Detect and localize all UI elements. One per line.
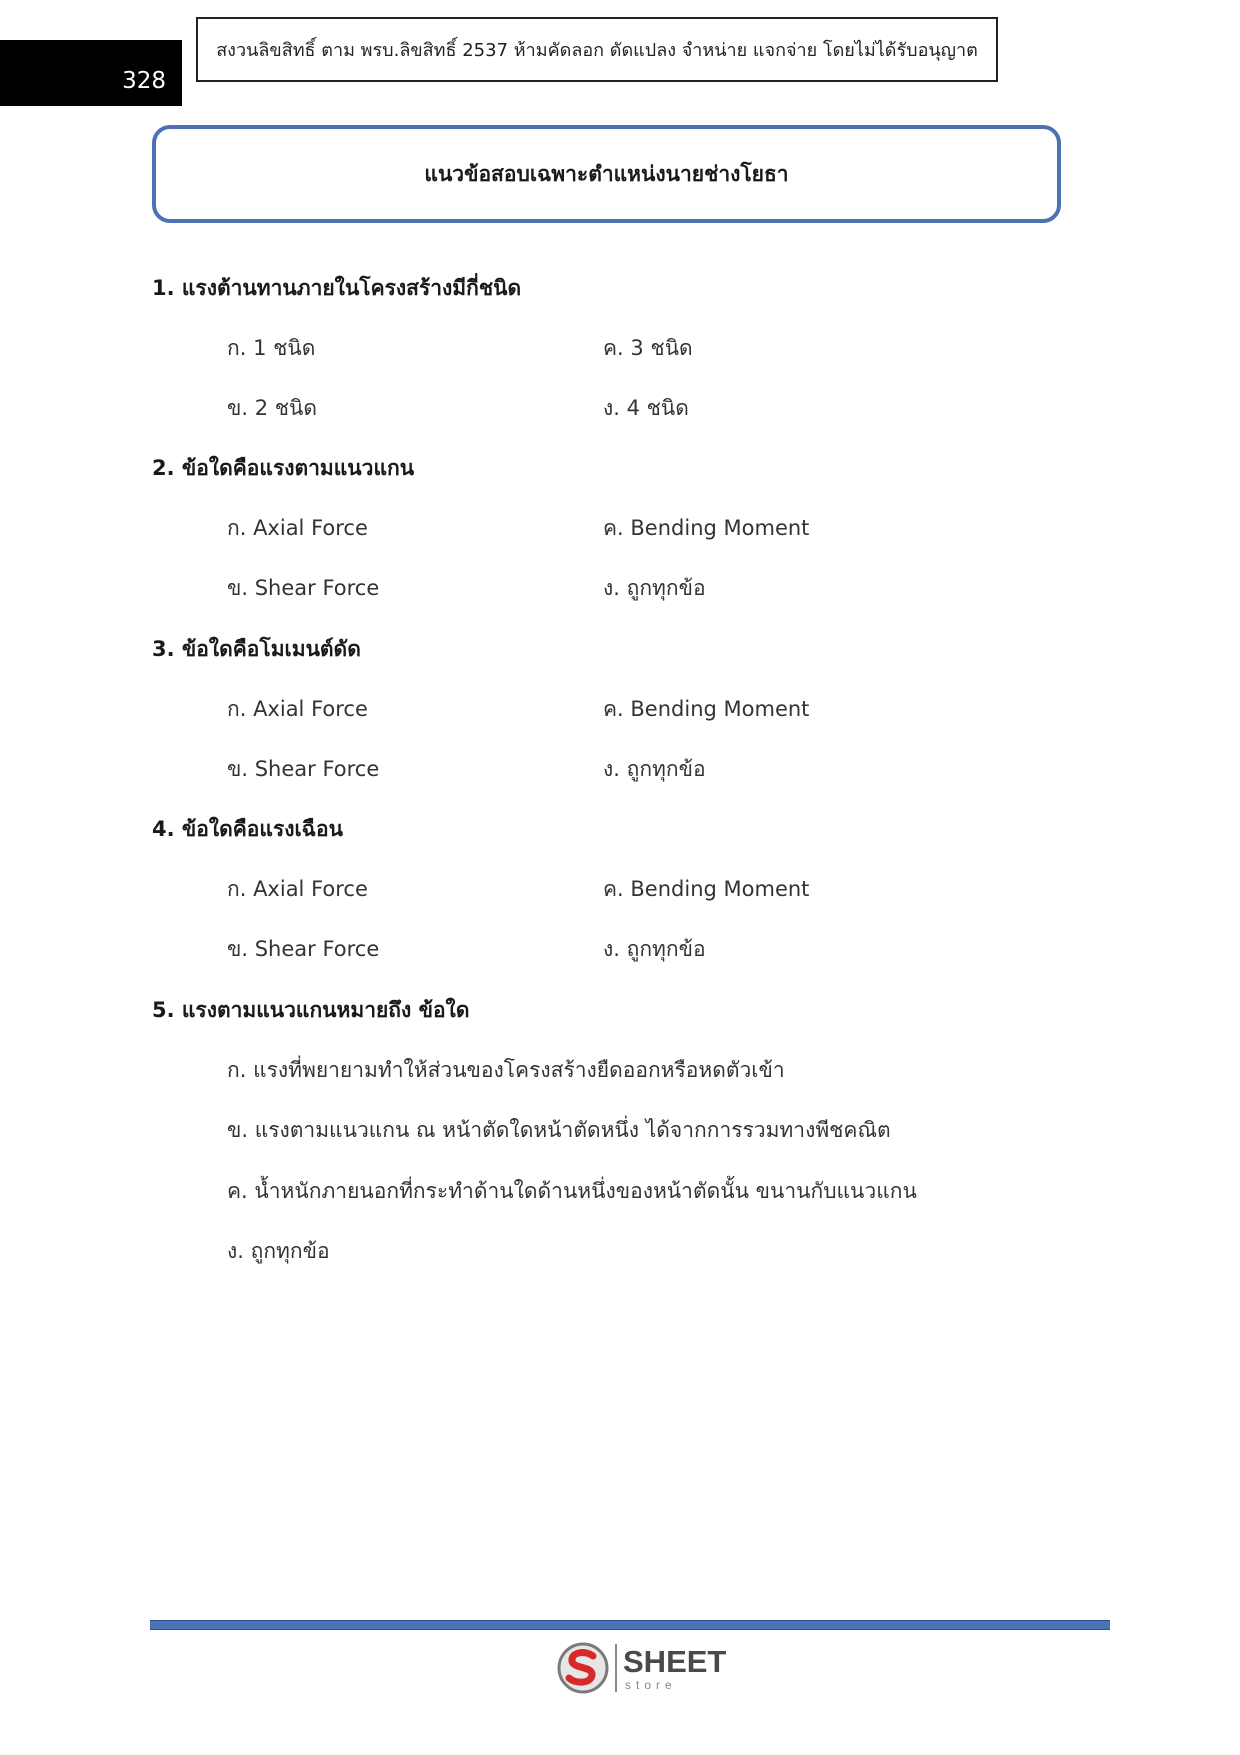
q5-option-a: ก. แรงที่พยายามทำให้ส่วนของโครงสร้างยืดออกหรือหดตัวเข้า <box>227 1058 785 1082</box>
page-title: แนวข้อสอบเฉพาะตำแหน่งนายช่างโยธา <box>424 161 789 186</box>
logo-text: SHEET <box>623 1644 727 1679</box>
copyright-text: สงวนลิขสิทธิ์ ตาม พรบ.ลิขสิทธิ์ 2537 ห้ามคัดลอก ดัดแปลง จำหน่าย แจกจ่าย โดยไม่ได้รับอนุญาต <box>216 40 978 61</box>
q4-option-d: ง. ถูกทุกข้อ <box>603 937 706 961</box>
q3-option-d: ง. ถูกทุกข้อ <box>603 757 706 781</box>
q2-option-d: ง. ถูกทุกข้อ <box>603 576 706 600</box>
q5-option-d: ง. ถูกทุกข้อ <box>227 1239 330 1263</box>
logo-subtext: store <box>625 1678 677 1692</box>
q1-option-d: ง. 4 ชนิด <box>603 396 689 420</box>
title-box <box>152 125 1061 223</box>
q4-option-a: ก. Axial Force <box>227 877 368 901</box>
q3-option-b: ข. Shear Force <box>227 757 380 781</box>
question-4: 4. ข้อใดคือแรงเฉือน <box>152 817 343 841</box>
question-3: 3. ข้อใดคือโมเมนต์ดัด <box>152 637 361 661</box>
q3-option-c: ค. Bending Moment <box>603 697 810 721</box>
question-5: 5. แรงตามแนวแกนหมายถึง ข้อใด <box>152 998 470 1022</box>
sheet-store-logo <box>555 1640 735 1696</box>
q2-option-a: ก. Axial Force <box>227 516 368 540</box>
page-number-box <box>0 40 182 106</box>
q2-option-b: ข. Shear Force <box>227 576 380 600</box>
footer-rule <box>150 1620 1110 1630</box>
q5-option-b: ข. แรงตามแนวแกน ณ หน้าตัดใดหน้าตัดหนึ่ง ได้จากการรวมทางพีชคณิต <box>227 1118 891 1142</box>
q1-option-a: ก. 1 ชนิด <box>227 336 316 360</box>
logo-separator <box>615 1644 617 1692</box>
q2-option-c: ค. Bending Moment <box>603 516 810 540</box>
page-number: 328 <box>122 68 166 94</box>
q4-option-c: ค. Bending Moment <box>603 877 810 901</box>
q4-option-b: ข. Shear Force <box>227 937 380 961</box>
q5-option-c: ค. น้ำหนักภายนอกที่กระทำด้านใดด้านหนึ่งของหน้าตัดนั้น ขนานกับแนวแกน <box>227 1179 917 1203</box>
q1-option-b: ข. 2 ชนิด <box>227 396 317 420</box>
q1-option-c: ค. 3 ชนิด <box>603 336 693 360</box>
copyright-notice <box>196 17 998 82</box>
q3-option-a: ก. Axial Force <box>227 697 368 721</box>
question-1: 1. แรงต้านทานภายในโครงสร้างมีกี่ชนิด <box>152 276 522 300</box>
question-2: 2. ข้อใดคือแรงตามแนวแกน <box>152 456 415 480</box>
sheet-store-s-icon <box>555 1640 611 1696</box>
